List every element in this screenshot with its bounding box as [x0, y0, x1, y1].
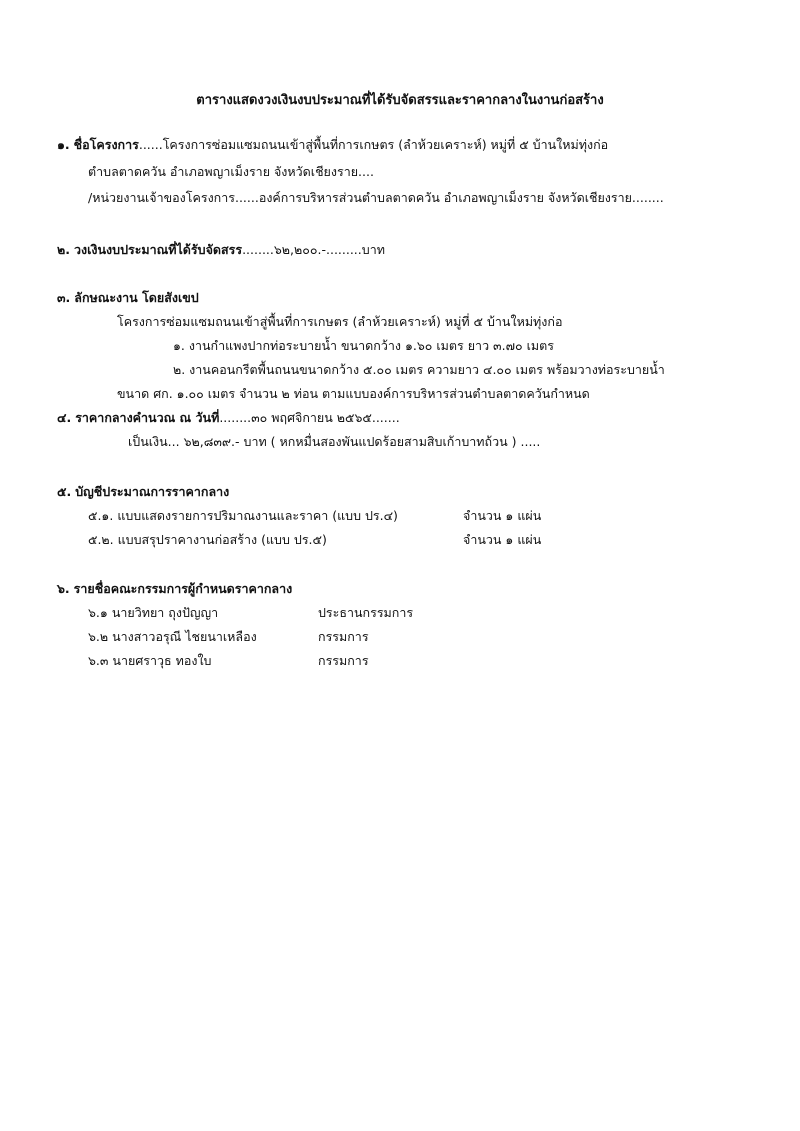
section-4-number: ๔.	[57, 410, 72, 425]
section-5-heading	[57, 484, 229, 499]
section-2-value: ........๖๒,๒๐๐.-.........บาท	[242, 242, 385, 257]
section-3-description: โครงการซ่อมแซมถนนเข้าสู่พื้นที่การเกษตร (ลำห้วยเคราะห์) หมู่ที่ ๕ บ้านใหม่ทุ่งก่อ	[117, 314, 563, 329]
section-2-number: ๒.	[57, 242, 70, 257]
section-3-item-1: ๑. งานกำแพงปากท่อระบายน้ำ ขนาดกว้าง ๑.๖๐ เมตร ยาว ๓.๗๐ เมตร	[173, 338, 554, 353]
section-3-label: ลักษณะงาน โดยสังเขป	[74, 290, 199, 305]
section-2-budget	[57, 242, 385, 257]
section-6-heading	[57, 581, 292, 596]
section-4-date: ........๓๐ พฤศจิกายน ๒๕๖๕.......	[219, 410, 400, 425]
section-5-number: ๕.	[57, 484, 72, 499]
document-title: ตารางแสดงวงเงินงบประมาณที่ได้รับจัดสรรและราคากลางในงานก่อสร้าง	[196, 93, 604, 108]
section-1-location: ตำบลตาดควัน อำเภอพญาเม็งราย จังหวัดเชียงราย....	[88, 164, 374, 179]
committee-member-3-role: กรรมการ	[318, 653, 369, 668]
section-1-value: โครงการซ่อมแซมถนนเข้าสู่พื้นที่การเกษตร (ลำห้วยเคราะห์) หมู่ที่ ๕ บ้านใหม่ทุ่งก่อ	[162, 137, 609, 152]
committee-member-1-role: ประธานกรรมการ	[318, 605, 414, 620]
section-1-project-name	[57, 137, 608, 152]
section-3-number: ๓.	[57, 290, 71, 305]
section-5-item-1: ๕.๑. แบบแสดงรายการปริมาณงานและราคา (แบบ ปร.๔)	[88, 508, 398, 523]
section-1-label: ชื่อโครงการ	[73, 137, 139, 152]
section-1-dots: ......	[138, 137, 163, 152]
section-4-label: ราคากลางคำนวณ ณ วันที่	[75, 410, 220, 425]
section-3-item-2: ๒. งานคอนกรีตพื้นถนนขนาดกว้าง ๕.๐๐ เมตร ความยาว ๔.๐๐ เมตร พร้อมวางท่อระบายน้ำ	[173, 362, 665, 377]
section-6-number: ๖.	[57, 581, 70, 596]
section-5-item-2: ๕.๒. แบบสรุปราคางานก่อสร้าง (แบบ ปร.๕)	[88, 532, 327, 547]
section-4-median-price	[57, 410, 400, 425]
section-3-item-2-continued: ขนาด ศก. ๑.๐๐ เมตร จำนวน ๒ ท่อน ตามแบบองค์การบริหารส่วนตำบลตาดควันกำหนด	[117, 386, 590, 401]
committee-member-2-role: กรรมการ	[318, 629, 369, 644]
section-3-heading	[57, 290, 199, 305]
committee-member-2-name: ๖.๒ นางสาวอรุณี ไชยนาเหลือง	[88, 629, 257, 644]
section-5-item-1-qty: จำนวน ๑ แผ่น	[463, 508, 542, 523]
section-6-label: รายชื่อคณะกรรมการผู้กำหนดราคากลาง	[73, 581, 293, 596]
section-1-number: ๑.	[57, 137, 70, 152]
section-2-label: วงเงินงบประมาณที่ได้รับจัดสรร	[73, 242, 243, 257]
section-1-agency: /หน่วยงานเจ้าของโครงการ......องค์การบริหารส่วนตำบลตาดควัน อำเภอพญาเม็งราย จังหวัดเชียงราย........	[88, 190, 664, 205]
section-4-amount: เป็นเงิน... ๖๒,๘๓๙.- บาท ( หกหมื่นสองพันแปดร้อยสามสิบเก้าบาทถ้วน ) .....	[128, 434, 541, 449]
committee-member-3-name: ๖.๓ นายศราวุธ ทองใบ	[88, 653, 212, 668]
committee-member-1-name: ๖.๑ นายวิทยา ถุงปัญญา	[88, 605, 219, 620]
section-5-label: บัญชีประมาณการราคากลาง	[75, 484, 230, 499]
section-5-item-2-qty: จำนวน ๑ แผ่น	[463, 532, 542, 547]
